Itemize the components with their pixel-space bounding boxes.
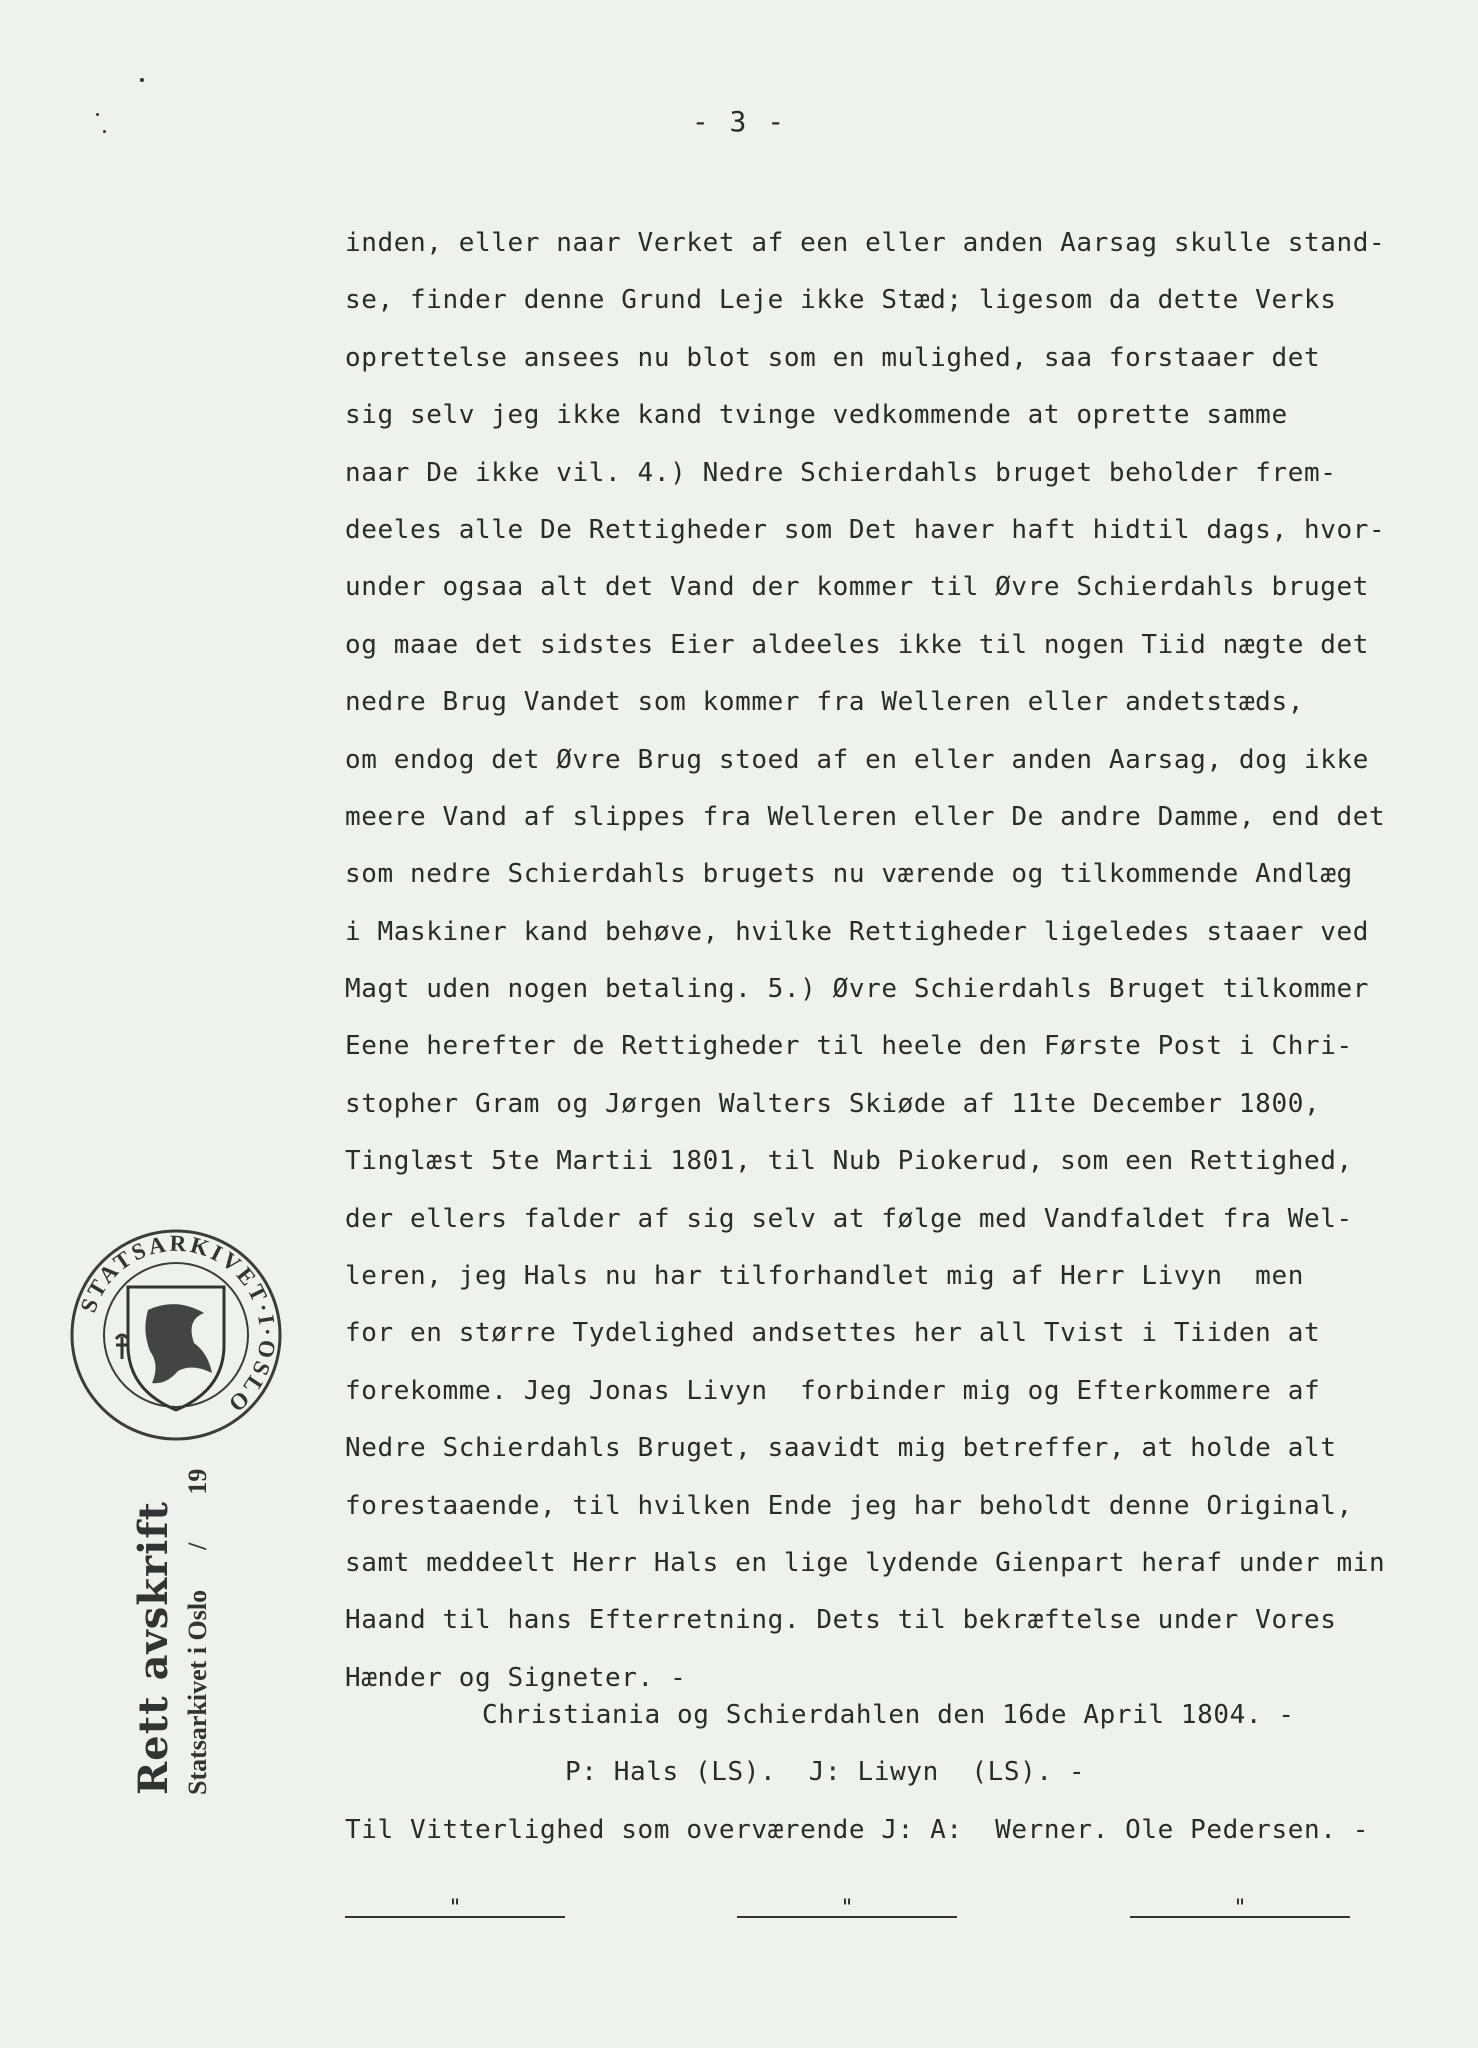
text-line: se, finder denne Grund Leje ikke Stæd; ligesom da dette Verks bbox=[345, 285, 1337, 316]
text-line: naar De ikke vil. 4.) Nedre Schierdahls bruget beholder frem- bbox=[345, 457, 1337, 488]
speck bbox=[140, 78, 144, 82]
text-line: inden, eller naar Verket af een eller anden Aarsag skulle stand- bbox=[345, 228, 1386, 258]
seal-text: STATSARKIVET·I·OSLO bbox=[75, 1230, 281, 1419]
text-line: oprettelse ansees nu blot som en mulighed, saa forstaaer det bbox=[345, 342, 1321, 373]
archive-seal-stamp bbox=[66, 1225, 286, 1445]
text-line: om endog det Øvre Brug stoed af en eller anden Aarsag, dog ikke bbox=[345, 744, 1369, 775]
text-line: og maae det sidstes Eier aldeeles ikke til nogen Tiid nægte det bbox=[345, 629, 1369, 660]
signature-line: P: Hals (LS). J: Liwyn (LS). - bbox=[565, 1757, 1086, 1787]
text-line: sig selv jeg ikke kand tvinge vedkommende at oprette samme bbox=[345, 400, 1288, 431]
text-line: Haand til hans Efterretning. Dets til bekræftelse under Vores bbox=[345, 1605, 1337, 1636]
text-line: leren, jeg Hals nu har tilforhandlet mig af Herr Livyn men bbox=[345, 1261, 1304, 1292]
text-line: nedre Brug Vandet som kommer fra Welleren eller andetstæds, bbox=[345, 687, 1304, 718]
page-number: - 3 - bbox=[691, 105, 787, 138]
text-line: samt meddeelt Herr Hals en lige lydende Gienpart heraf under min bbox=[345, 1547, 1386, 1578]
text-line: deeles alle De Rettigheder som Det haver haft hidtil dags, hvor- bbox=[345, 514, 1386, 545]
text-line: Nedre Schierdahls Bruget, saavidt mig betreffer, at holde alt bbox=[345, 1433, 1337, 1464]
certified-copy-stamp bbox=[130, 1469, 213, 1795]
stamp-subtitle bbox=[183, 1469, 213, 1795]
blank-signature-line: " bbox=[345, 1902, 565, 1918]
text-line: forekomme. Jeg Jonas Livyn forbinder mig og Efterkommere af bbox=[345, 1375, 1321, 1406]
blank-signature-line: " bbox=[1130, 1902, 1350, 1918]
body-text bbox=[345, 215, 1460, 1707]
text-line: under ogsaa alt det Vand der kommer til Øvre Schierdahls bruget bbox=[345, 572, 1369, 603]
text-line: Tinglæst 5te Martii 1801, til Nub Piokerud, som een Rettighed, bbox=[345, 1146, 1353, 1177]
stamp-archive-name: Statsarkivet i Oslo bbox=[183, 1589, 212, 1795]
text-line: i Maskiner kand behøve, hvilke Rettigheder ligeledes staaer ved bbox=[345, 916, 1369, 947]
witness-line: Til Vitterlighed som overværende J: A: Werner. Ole Pedersen. - bbox=[345, 1815, 1369, 1845]
text-line: Hænder og Signeter. - bbox=[345, 1662, 687, 1693]
text-line: forestaaende, til hvilken Ende jeg har beholdt denne Original, bbox=[345, 1490, 1353, 1521]
stamp-year: 19 bbox=[183, 1468, 212, 1495]
date-line: Christiania og Schierdahlen den 16de April 1804. - bbox=[482, 1700, 1295, 1730]
stamp-slash: / bbox=[183, 1542, 212, 1550]
text-line: Eene herefter de Rettigheder til heele den Første Post i Chri- bbox=[345, 1031, 1353, 1062]
text-line: som nedre Schierdahls brugets nu værende og tilkommende Andlæg bbox=[345, 859, 1353, 890]
stamp-title: Rett avskrift bbox=[130, 1501, 177, 1795]
text-line: stopher Gram og Jørgen Walters Skiøde af 11te December 1800, bbox=[345, 1088, 1321, 1119]
text-line: der ellers falder af sig selv at følge med Vandfaldet fra Wel- bbox=[345, 1203, 1353, 1234]
text-line: meere Vand af slippes fra Welleren eller De andre Damme, end det bbox=[345, 801, 1386, 832]
text-line: Magt uden nogen betaling. 5.) Øvre Schierdahls Bruget tilkommer bbox=[345, 974, 1369, 1005]
text-line: for en større Tydelighed andsettes her all Tvist i Tiiden at bbox=[345, 1318, 1321, 1349]
blank-signature-line: " bbox=[737, 1902, 957, 1918]
